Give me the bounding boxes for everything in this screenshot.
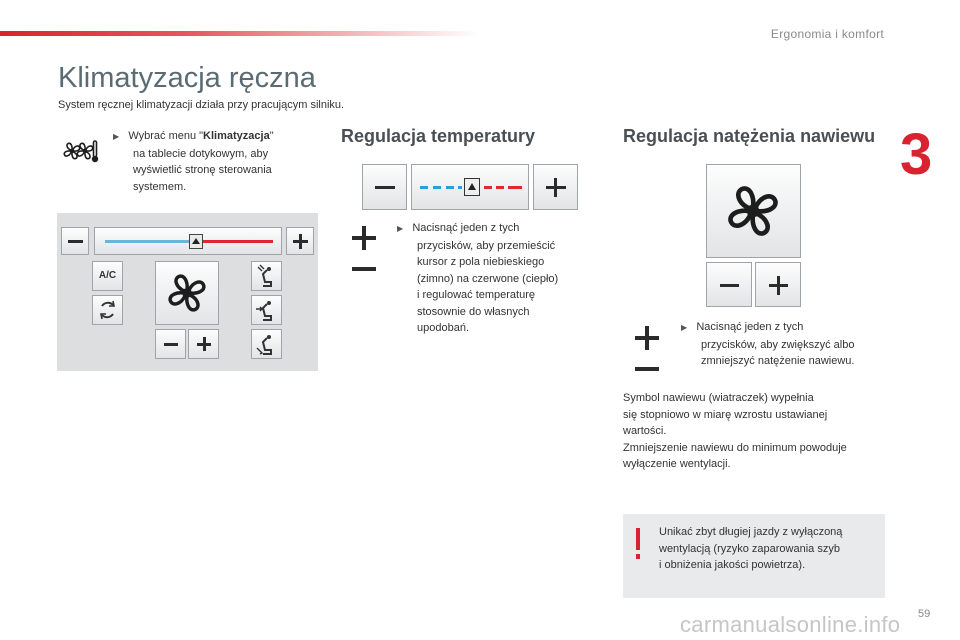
temperature-line-1: ▶ Nacisnąć jeden z tych xyxy=(397,222,520,234)
chapter-number: 3 xyxy=(900,122,933,187)
cursor-arrow-icon xyxy=(192,238,200,244)
temperature-line-5: i regulować temperaturę xyxy=(417,289,536,301)
minus-icon xyxy=(164,343,178,346)
recirculation-icon xyxy=(93,296,122,324)
airflow-info-line-2: się stopniowo w miarę wzrostu ustawianej xyxy=(623,408,828,421)
warning-line-3: i obniżenia jakości powietrza). xyxy=(659,559,806,571)
menu-step-line-3: wyświetlić stronę sterowania xyxy=(133,164,272,176)
bullet-icon: ▶ xyxy=(113,132,120,141)
airflow-info-line-3: wartości. xyxy=(623,425,667,437)
recirculation-button[interactable] xyxy=(92,295,123,325)
temp-slider[interactable] xyxy=(94,227,282,255)
header-accent-bar xyxy=(0,31,480,36)
minus-symbol-icon xyxy=(635,367,659,371)
warning-text xyxy=(659,524,881,574)
watermark: carmanualsonline.info xyxy=(680,612,901,637)
minus-icon xyxy=(375,186,395,189)
menu-step-line-4: systemem. xyxy=(133,180,187,193)
climate-menu-icon xyxy=(63,138,99,164)
intro-text: System ręcznej klimatyzacji działa przy pracującym silniku. xyxy=(58,99,345,111)
temp-cursor[interactable] xyxy=(189,234,203,249)
temp-plus-large-button[interactable] xyxy=(533,164,578,210)
seat-windscreen-icon xyxy=(252,262,281,290)
temp-plus-button[interactable] xyxy=(286,227,314,255)
menu-step xyxy=(113,128,313,195)
airflow-instructions xyxy=(681,319,891,370)
temperature-line-4: (zimno) na czerwone (ciepło) xyxy=(417,272,559,285)
air-to-windscreen-button[interactable] xyxy=(251,261,282,291)
bullet-icon: ▶ xyxy=(397,224,404,233)
temp-minus-large-button[interactable] xyxy=(362,164,407,210)
temp-minus-button[interactable] xyxy=(61,227,89,255)
fan-minus-large-button[interactable] xyxy=(706,262,752,307)
temperature-heading: Regulacja temperatury xyxy=(341,126,536,146)
airflow-line-3: zmniejszyć natężenie nawiewu. xyxy=(701,355,855,367)
fan-plus-button[interactable] xyxy=(188,329,219,359)
air-to-feet-button[interactable] xyxy=(251,329,282,359)
seat-feet-icon xyxy=(252,330,281,358)
plus-symbol-icon xyxy=(635,326,659,350)
climate-panel xyxy=(57,213,318,371)
page-title: Klimatyzacja ręczna xyxy=(58,62,316,94)
warning-icon xyxy=(636,528,640,550)
cursor-arrow-icon xyxy=(468,183,476,190)
menu-name: Klimatyzacja xyxy=(203,130,270,142)
fan-display xyxy=(155,261,219,325)
menu-step-line-2: na tablecie dotykowym, aby xyxy=(133,147,269,160)
hot-zone xyxy=(203,240,273,243)
temperature-instructions xyxy=(397,220,597,337)
seat-face-icon xyxy=(252,296,281,324)
cold-zone xyxy=(105,240,191,243)
warning-line-1: Unikać zbyt długiej jazdy z wyłączoną xyxy=(659,526,843,538)
temperature-line-6: stosownie do własnych xyxy=(417,305,530,318)
airflow-info xyxy=(623,390,893,473)
ac-button[interactable]: A/C xyxy=(92,261,123,291)
minus-symbol-icon xyxy=(352,267,376,271)
fan-icon xyxy=(707,165,800,257)
section-label: Ergonomia i komfort xyxy=(770,27,884,41)
temp-cursor-large[interactable] xyxy=(464,178,480,196)
airflow-info-line-5: wyłączenie wentylacji. xyxy=(623,458,731,470)
fan-minus-button[interactable] xyxy=(155,329,186,359)
airflow-heading: Regulacja natężenia nawiewu xyxy=(623,126,876,146)
temperature-line-3: kursor z pola niebieskiego xyxy=(417,256,545,268)
plus-symbol-icon xyxy=(352,226,376,250)
minus-icon xyxy=(720,284,739,287)
page-number: 59 xyxy=(918,608,931,620)
temperature-line-2: przycisków, aby przemieścić xyxy=(417,239,556,252)
airflow-line-1: ▶ Nacisnąć jeden z tych xyxy=(681,321,804,333)
airflow-info-line-1: Symbol nawiewu (wiatraczek) wypełnia xyxy=(623,392,814,404)
temp-slider-large[interactable] xyxy=(411,164,529,210)
menu-step-line-1: ▶ Wybrać menu "Klimatyzacja" xyxy=(113,130,274,142)
bullet-icon: ▶ xyxy=(681,323,688,332)
airflow-info-line-4: Zmniejszenie nawiewu do minimum powoduje xyxy=(623,441,847,454)
fan-icon xyxy=(156,262,218,324)
fan-plus-large-button[interactable] xyxy=(755,262,801,307)
airflow-line-2: przycisków, aby zwiększyć albo xyxy=(701,338,855,351)
warning-box xyxy=(623,514,885,598)
minus-icon xyxy=(68,240,83,243)
fan-display-large xyxy=(706,164,801,258)
air-to-face-button[interactable] xyxy=(251,295,282,325)
warning-line-2: wentylacją (ryzyko zaparowania szyb xyxy=(659,542,840,555)
temperature-line-7: upodobań. xyxy=(417,322,469,334)
